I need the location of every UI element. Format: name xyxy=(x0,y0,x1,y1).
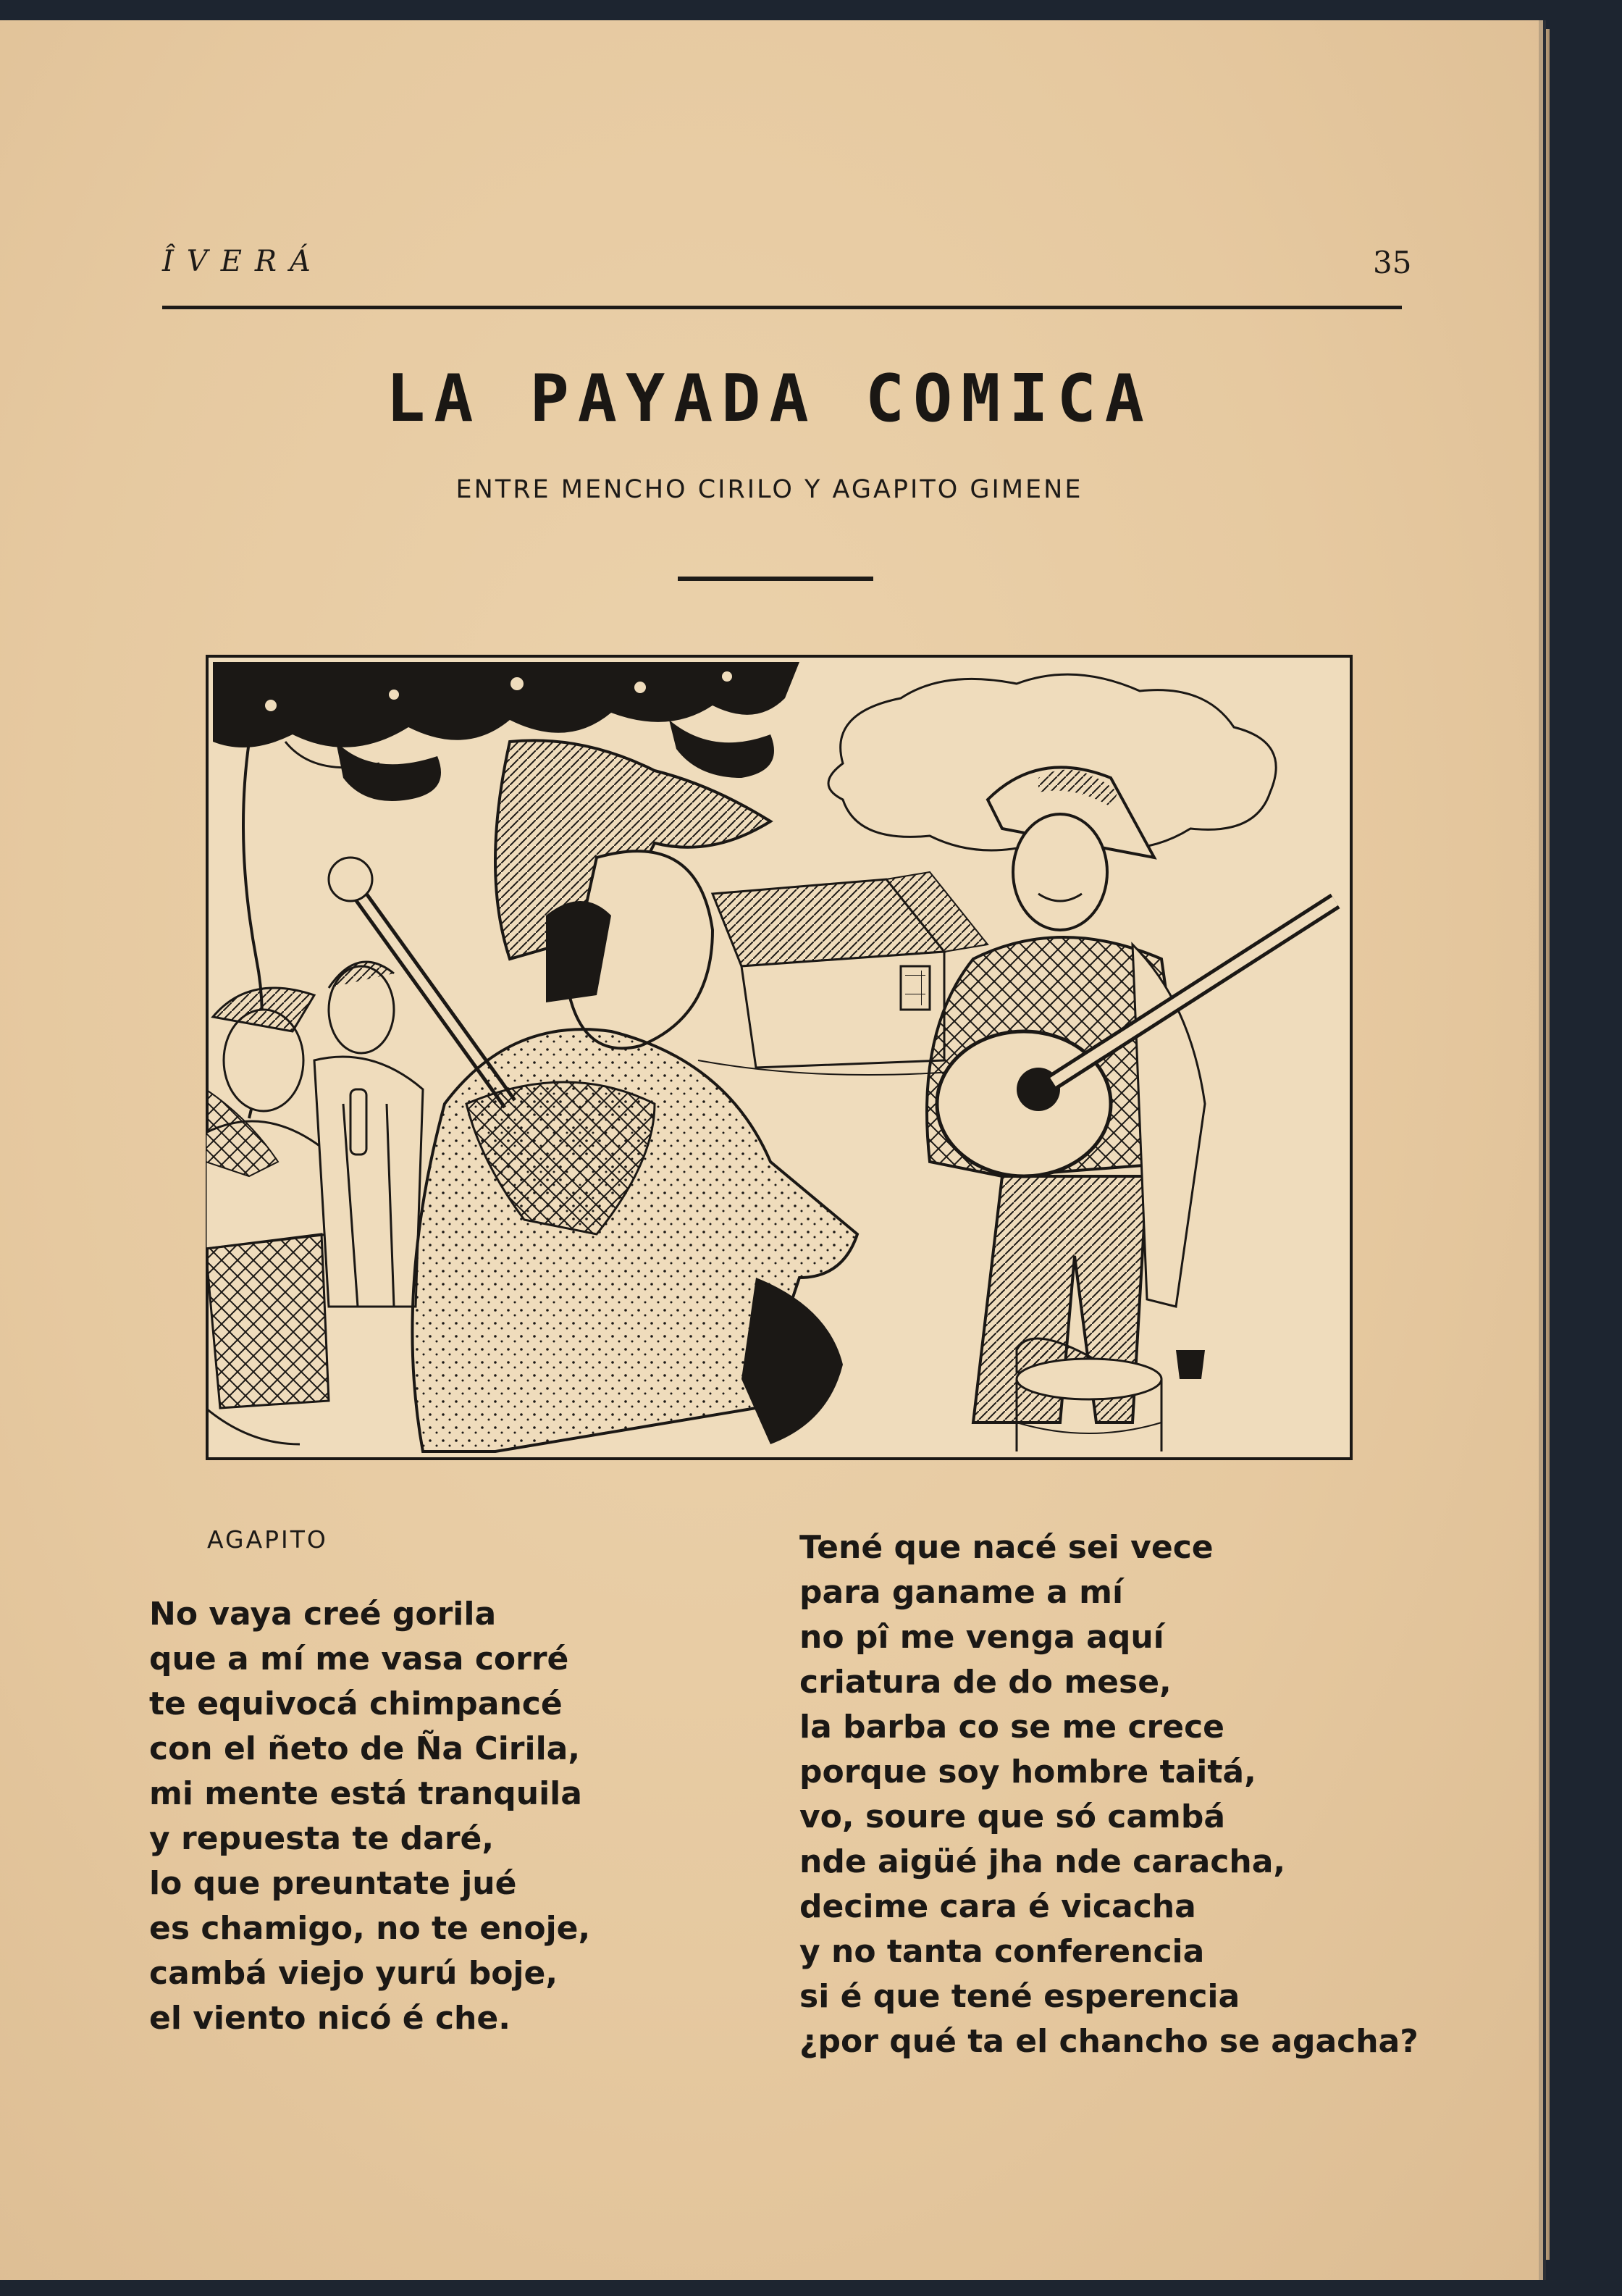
book-page xyxy=(0,20,1539,2280)
poem-title: LA PAYADA COMICA xyxy=(386,361,1153,437)
verse-line: criatura de do mese, xyxy=(799,1664,1172,1701)
verse-line: y no tanta conferencia xyxy=(799,1933,1205,1970)
verse-line: es chamigo, no te enoje, xyxy=(149,1910,591,1947)
page-number: 35 xyxy=(1373,245,1412,280)
verse-line: nde aigüé jha nde caracha, xyxy=(799,1843,1286,1880)
verse-line: con el ñeto de Ña Cirila, xyxy=(149,1730,581,1767)
verse-line: la barba co se me crece xyxy=(799,1709,1225,1746)
verse-line: y repuesta te daré, xyxy=(149,1820,495,1857)
verse-line: el viento nicó é che. xyxy=(149,2000,510,2037)
stanza-right xyxy=(799,1525,1419,2064)
verse-line: mi mente está tranquila xyxy=(149,1775,582,1812)
poem-subtitle: ENTRE MENCHO CIRILO Y AGAPITO GIMENE xyxy=(455,475,1083,504)
stanza-left xyxy=(149,1592,590,2041)
verse-line: si é que tené esperencia xyxy=(799,1978,1240,2015)
verse-line: te equivocá chimpancé xyxy=(149,1685,563,1722)
verse-line: Tené que nacé sei vece xyxy=(799,1529,1214,1566)
verse-line: decime cara é vicacha xyxy=(799,1888,1196,1925)
verse-line: para ganame a mí xyxy=(799,1574,1124,1611)
ornament-rule xyxy=(678,577,873,581)
verse-line: ¿por qué ta el chancho se agacha? xyxy=(799,2023,1419,2060)
running-head: ÎVERÁ xyxy=(162,245,324,278)
header-rule xyxy=(162,306,1402,309)
verse-line: porque soy hombre taitá, xyxy=(799,1754,1256,1790)
verse-line: cambá viejo yurú boje, xyxy=(149,1955,558,1992)
payada-illustration xyxy=(206,655,1353,1460)
verse-line: no pî me venga aquí xyxy=(799,1619,1164,1656)
verse-line: vo, soure que só cambá xyxy=(799,1798,1226,1835)
verse-line: No vaya creé gorila xyxy=(149,1596,497,1633)
verse-line: que a mí me vasa corré xyxy=(149,1641,569,1677)
verse-line: lo que preuntate jué xyxy=(149,1865,517,1902)
speaker-label: AGAPITO xyxy=(207,1525,328,1554)
